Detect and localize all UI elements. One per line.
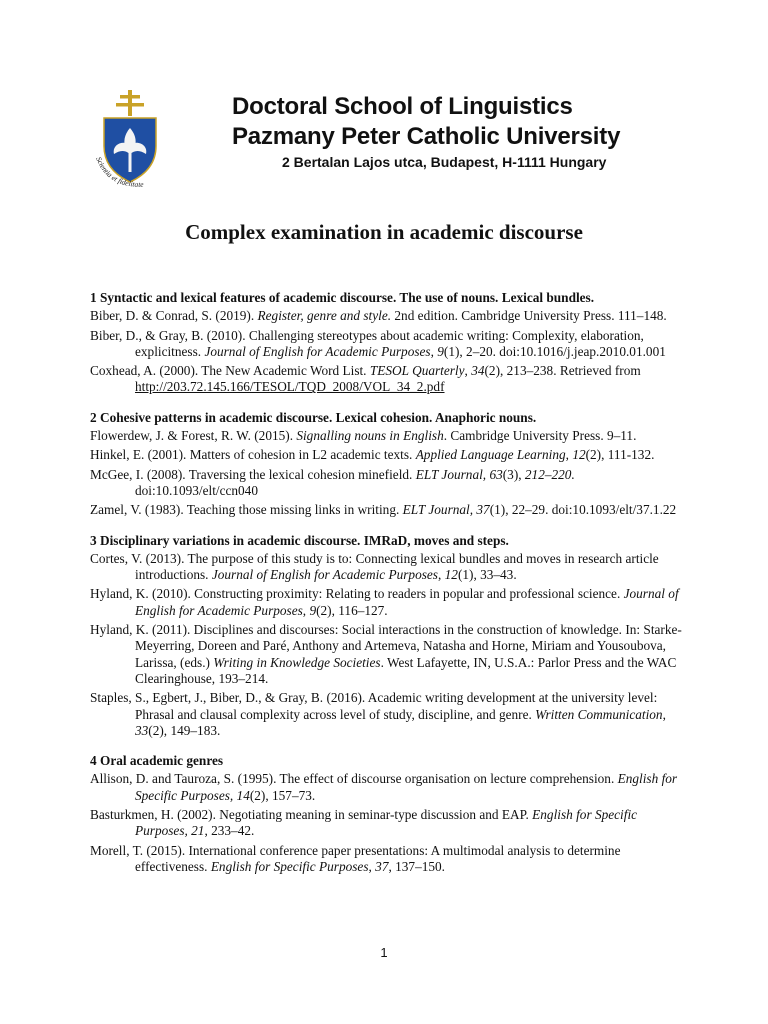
section-title: 3 Disciplinary variations in academic discourse. IMRaD, moves and steps.	[90, 532, 509, 548]
reference-text: , 137–150.	[388, 858, 445, 874]
reference-text: (1), 33–43.	[457, 567, 517, 583]
reference-italic-text: 34	[471, 363, 485, 379]
section-title: 4 Oral academic genres	[90, 753, 224, 769]
reference-italic-text: TESOL Quarterly	[369, 363, 465, 379]
reference-text: (2), 157–73.	[249, 787, 316, 803]
reference-text: (2), 149–183.	[148, 722, 221, 738]
university-name: Pazmany Peter Catholic University	[232, 123, 621, 150]
reference-entry	[90, 363, 690, 396]
reference-text: 2nd edition. Cambridge University Press. 111–148.	[391, 308, 667, 324]
reference-text: Biber, D., & Gray, B. (2010). Challenging stereotypes about academic writing: Complexity, elaboration, explicitness.	[90, 327, 644, 359]
page-number: 1	[380, 945, 388, 960]
reference-text: Flowerdew, J. & Forest, R. W. (2015).	[90, 428, 297, 444]
reference-italic-text: 212–220.	[524, 466, 575, 482]
reference-text: . West Lafayette, IN, U.S.A.: Parlor Press and the WAC Clearinghouse, 193–214.	[135, 654, 677, 686]
reference-text: doi:10.1093/elt/ccn040	[135, 482, 258, 498]
reference-text: Hyland, K. (2010). Constructing proximity: Relating to readers in popular and professional science.	[90, 586, 624, 602]
reference-text: ,	[565, 447, 573, 463]
reference-italic-text: Applied Language Learning	[415, 447, 566, 463]
reference-text: McGee, I. (2008). Traversing the lexical cohesion minefield.	[90, 466, 416, 482]
reference-entry	[90, 502, 690, 518]
section-title: 1 Syntactic and lexical features of academic discourse. The use of nouns. Lexical bundles.	[90, 290, 595, 305]
section-1	[90, 290, 690, 396]
reference-entry	[90, 467, 690, 500]
reference-entry	[90, 771, 690, 804]
reading-list	[90, 290, 690, 889]
reference-text: , 233–42.	[204, 823, 255, 839]
university-crest-logo	[90, 88, 170, 200]
reference-italic-text: 12	[572, 447, 586, 463]
reference-text: ,	[430, 343, 438, 359]
reference-italic-text: English for Specific Purposes	[210, 858, 369, 874]
reference-text: Basturkmen, H. (2002). Negotiating meaning in seminar-type discussion and EAP.	[90, 807, 533, 823]
reference-italic-text: Register, genre and style.	[257, 308, 392, 324]
reference-italic-text: 9	[437, 343, 444, 359]
reference-text: (2), 111-132.	[585, 447, 655, 463]
reference-italic-text: Journal of English for Academic Purposes	[135, 586, 679, 618]
reference-text: ,	[662, 706, 666, 722]
reference-entry	[90, 622, 690, 687]
reference-italic-text: Journal of English for Academic Purposes	[211, 567, 438, 583]
reference-italic-text: English for Specific Purposes, 14	[135, 771, 678, 803]
section-2	[90, 410, 690, 519]
reference-italic-text: 9	[309, 602, 317, 618]
letterhead	[232, 92, 752, 170]
crest-motto: Scientia et fidelitate	[94, 155, 144, 189]
section-3	[90, 533, 690, 740]
reference-italic-text: Written Communication	[535, 706, 663, 722]
reference-entry	[90, 690, 690, 739]
reference-text: Coxhead, A. (2000). The New Academic Word List.	[90, 363, 370, 379]
reference-text: (2), 213–238. Retrieved from	[484, 363, 641, 379]
reference-text: Zamel, V. (1983). Teaching those missing links in writing.	[90, 502, 403, 518]
reference-italic-text: English for Specific Purposes, 21	[135, 807, 638, 839]
reference-text: Morell, T. (2015). International conference paper presentations: A multimodal analysis to determine effectiveness.	[90, 842, 621, 874]
address: 2 Bertalan Lajos utca, Budapest, H-1111 Hungary	[282, 154, 607, 170]
reference-italic-text: 33	[135, 722, 149, 738]
reference-entry	[90, 843, 690, 876]
reference-entry	[90, 807, 690, 840]
reference-text: . Cambridge University Press. 9–11.	[443, 428, 637, 444]
reference-text: Cortes, V. (2013). The purpose of this study is to: Connecting lexical bundles and moves in research article introductions.	[90, 550, 659, 583]
reference-text: Allison, D. and Tauroza, S. (1995). The effect of discourse organisation on lecture comprehension.	[90, 771, 618, 787]
reference-link[interactable]: http://203.72.145.166/TESOL/TQD_2008/VOL_34_2.pdf	[135, 379, 445, 395]
reference-entry	[90, 447, 690, 463]
section-4	[90, 753, 690, 875]
reference-entry	[90, 428, 690, 444]
document-title: Complex examination in academic discourse	[185, 220, 583, 244]
reference-italic-text: ELT Journal, 37	[402, 502, 490, 518]
section-title: 2 Cohesive patterns in academic discourse. Lexical cohesion. Anaphoric nouns.	[90, 409, 537, 425]
reference-entry	[90, 586, 690, 619]
reference-text: ,	[368, 858, 376, 874]
reference-italic-text: 12	[444, 567, 458, 583]
reference-text: (1), 2–20. doi:10.1016/j.jeap.2010.01.001	[443, 343, 666, 359]
reference-text: (2), 116–127.	[316, 602, 388, 618]
reference-text: (1), 22–29. doi:10.1093/elt/37.1.22	[489, 502, 677, 518]
reference-entry	[90, 328, 690, 361]
reference-text: ,	[464, 363, 472, 379]
reference-text: ,	[437, 567, 445, 583]
reference-entry	[90, 308, 690, 324]
reference-italic-text: 37	[375, 858, 389, 874]
reference-text: Biber, D. & Conrad, S. (2019).	[90, 308, 258, 324]
reference-italic-text: Writing in Knowledge Societies	[213, 654, 381, 670]
reference-text: Hinkel, E. (2001). Matters of cohesion in L2 academic texts.	[90, 447, 416, 463]
reference-text: Staples, S., Egbert, J., Biber, D., & Gray, B. (2016). Academic writing development at the university level: Phrasal and clausal complexity across level of study, discipline, and genre.	[90, 690, 658, 722]
reference-text: Hyland, K. (2011). Disciplines and discourses: Social interactions in the construction of knowledge. In: Starke-Meyerring, Doreen and Paré, Anthony and Artemeva, Natasha and Horne, Miriam and Yousoubova, Larissa, (eds.)	[90, 622, 682, 670]
reference-italic-text: Signalling nouns in English	[296, 428, 444, 444]
reference-entry	[90, 551, 690, 584]
reference-italic-text: Journal of English for Academic Purposes	[204, 343, 431, 359]
school-name: Doctoral School of Linguistics	[232, 93, 573, 120]
reference-text: ,	[302, 602, 310, 618]
reference-italic-text: ELT Journal, 63	[415, 466, 503, 482]
reference-text: (3),	[502, 466, 525, 482]
